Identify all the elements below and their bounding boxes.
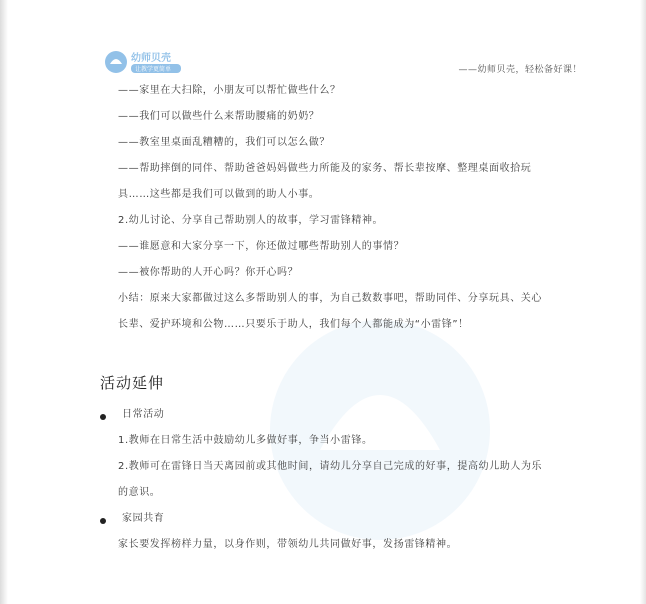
body-line-7: ——谁愿意和大家分享一下，你还做过哪些帮助别人的事情？ (118, 241, 405, 252)
daily-line-1: 1.教师在日常生活中鼓励幼儿多做好事，争当小雷锋。 (118, 435, 373, 446)
section-heading: 活动延伸 (100, 374, 165, 392)
bullet-dot-2 (100, 518, 106, 524)
logo-subtitle: 让教学更简单 (135, 66, 172, 73)
home-line-1: 家长要发挥榜样力量，以身作则，带领幼儿共同做好事，发扬雷锋精神。 (118, 539, 458, 550)
logo-title: 幼师贝壳 (131, 53, 171, 64)
page-right-shadow (640, 0, 646, 604)
subsection-title-daily: 日常活动 (122, 409, 165, 420)
brand-logo (104, 48, 186, 76)
daily-line-2: 2.教师可在雷锋日当天离园前或其他时间，请幼儿分享自己完成的好事，提高幼儿助人为乐 (118, 461, 543, 472)
watermark-logo (250, 300, 510, 560)
header-slogan: ——幼师贝壳，轻松备好课！ (458, 65, 582, 75)
body-line-6: 2.幼儿讨论、分享自己帮助别人的故事，学习雷锋精神。 (118, 215, 384, 226)
body-line-2: ——我们可以做些什么来帮助腰痛的奶奶？ (118, 111, 320, 122)
body-line-4: ——帮助摔倒的同伴、帮助爸爸妈妈做些力所能及的家务、帮长辈按摩、整理桌面收拾玩 (118, 163, 532, 174)
subsection-title-home: 家园共育 (122, 513, 165, 524)
summary-line-2: 长辈、爱护环境和公物……只要乐于助人，我们每个人都能成为“小雷锋”！ (118, 319, 469, 330)
body-line-8: ——被你帮助的人开心吗？你开心吗？ (118, 267, 299, 278)
page-left-shadow (0, 0, 8, 604)
body-line-3: ——教室里桌面乱糟糟的，我们可以怎么做？ (118, 137, 330, 148)
daily-line-3: 的意识。 (118, 487, 161, 498)
body-line-1: ——家里在大扫除，小朋友可以帮忙做些什么？ (118, 85, 341, 96)
bullet-dot-1 (100, 414, 106, 420)
body-line-5: 具……这些都是我们可以做到的助人小事。 (118, 189, 320, 200)
summary-line-1: 小结：原来大家都做过这么多帮助别人的事，为自己数数事吧，帮助同伴、分享玩具、关心 (118, 293, 542, 304)
